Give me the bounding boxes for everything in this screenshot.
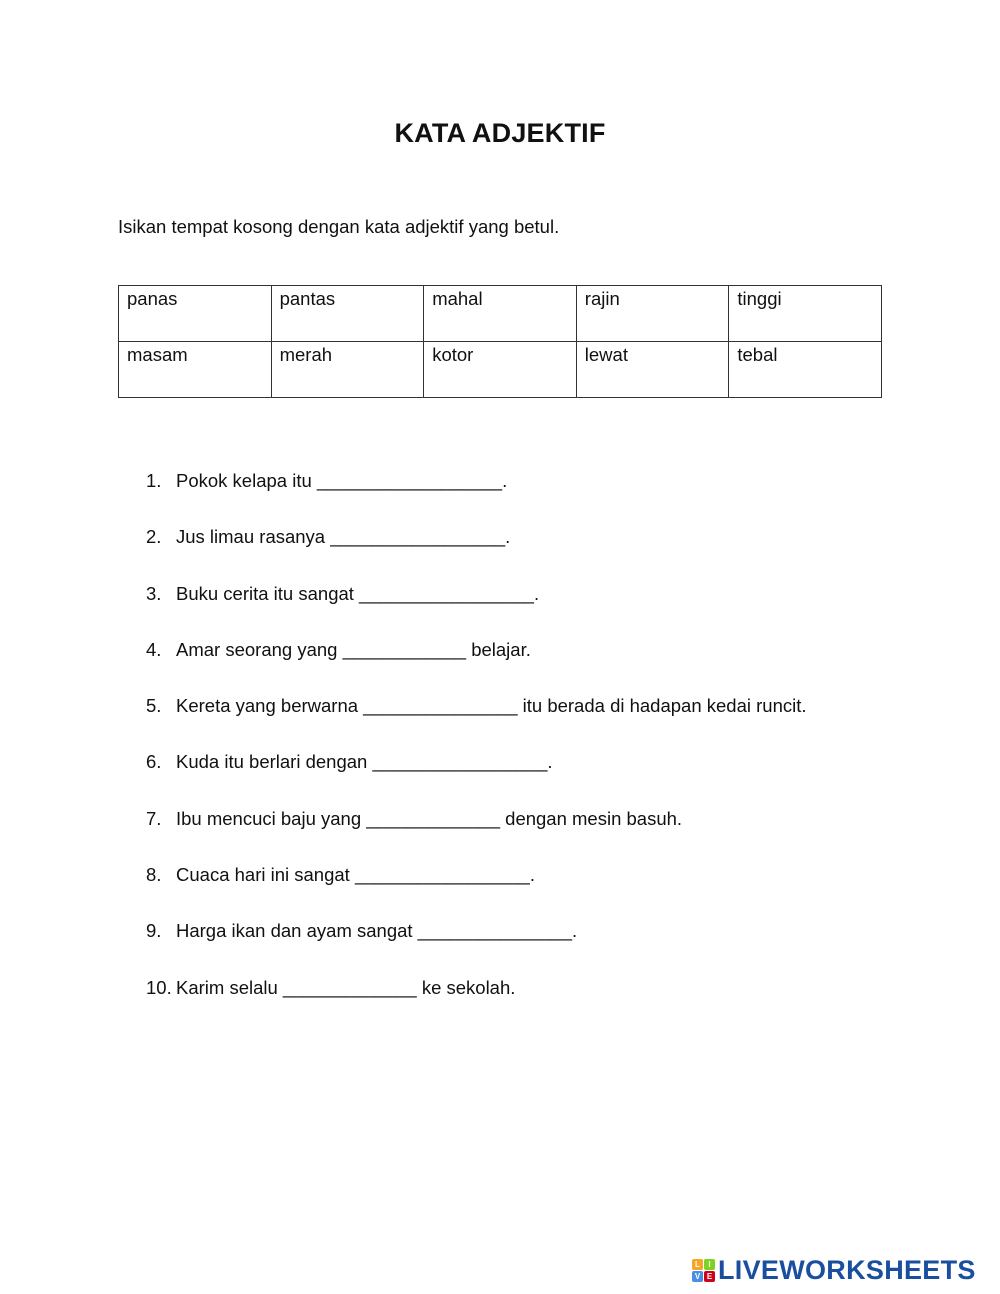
question-number: 6. xyxy=(146,751,162,773)
question-number: 4. xyxy=(146,638,162,660)
question-text: Cuaca hari ini sangat _________________. xyxy=(176,864,535,886)
question-text: Buku cerita itu sangat _________________. xyxy=(176,582,540,604)
word-cell: kotor xyxy=(424,342,577,398)
question-text: Pokok kelapa itu __________________. xyxy=(176,470,508,491)
question-text: Kuda itu berlari dengan _________________. xyxy=(176,751,553,773)
word-cell: masam xyxy=(119,342,272,398)
logo-mark-v: V xyxy=(692,1271,703,1282)
logo-mark-icon xyxy=(692,1259,715,1282)
table-row xyxy=(119,286,882,342)
question-number: 1. xyxy=(146,470,162,491)
question-item xyxy=(146,581,807,637)
word-bank-table xyxy=(118,285,882,398)
question-number: 5. xyxy=(146,695,162,717)
table-row xyxy=(119,342,882,398)
question-item xyxy=(146,975,807,1031)
liveworksheets-logo[interactable] xyxy=(692,1255,976,1285)
page-title: KATA ADJEKTIF xyxy=(394,118,606,148)
question-text: Karim selalu _____________ ke sekolah. xyxy=(176,976,516,998)
question-text: Jus limau rasanya _________________. xyxy=(176,526,511,548)
question-number: 10. xyxy=(146,976,172,998)
question-text: Kereta yang berwarna _______________ itu berada di hadapan kedai runcit. xyxy=(176,695,807,717)
question-number: 8. xyxy=(146,864,162,886)
question-item xyxy=(146,524,807,580)
word-cell: panas xyxy=(119,286,272,342)
question-item xyxy=(146,693,807,749)
logo-text: LIVEWORKSHEETS xyxy=(718,1254,976,1285)
word-cell: pantas xyxy=(271,286,424,342)
question-number: 2. xyxy=(146,526,162,548)
question-text: Harga ikan dan ayam sangat _______________. xyxy=(176,920,578,942)
question-number: 9. xyxy=(146,920,162,942)
question-item xyxy=(146,468,807,524)
question-text: Amar seorang yang ____________ belajar. xyxy=(176,638,531,660)
word-cell: merah xyxy=(271,342,424,398)
logo-mark-i: I xyxy=(704,1259,715,1270)
question-item xyxy=(146,806,807,862)
logo-mark-e: E xyxy=(704,1271,715,1282)
word-cell: lewat xyxy=(576,342,729,398)
word-cell: tinggi xyxy=(729,286,882,342)
word-cell: rajin xyxy=(576,286,729,342)
question-list xyxy=(146,468,807,1031)
question-item xyxy=(146,749,807,805)
question-number: 3. xyxy=(146,582,162,604)
question-number: 7. xyxy=(146,807,162,829)
logo-mark-l: L xyxy=(692,1259,703,1270)
question-item xyxy=(146,862,807,918)
word-cell: tebal xyxy=(729,342,882,398)
instruction-text: Isikan tempat kosong dengan kata adjektif yang betul. xyxy=(118,216,560,237)
question-item xyxy=(146,918,807,974)
word-cell: mahal xyxy=(424,286,577,342)
question-text: Ibu mencuci baju yang _____________ dengan mesin basuh. xyxy=(176,807,683,829)
question-item xyxy=(146,637,807,693)
